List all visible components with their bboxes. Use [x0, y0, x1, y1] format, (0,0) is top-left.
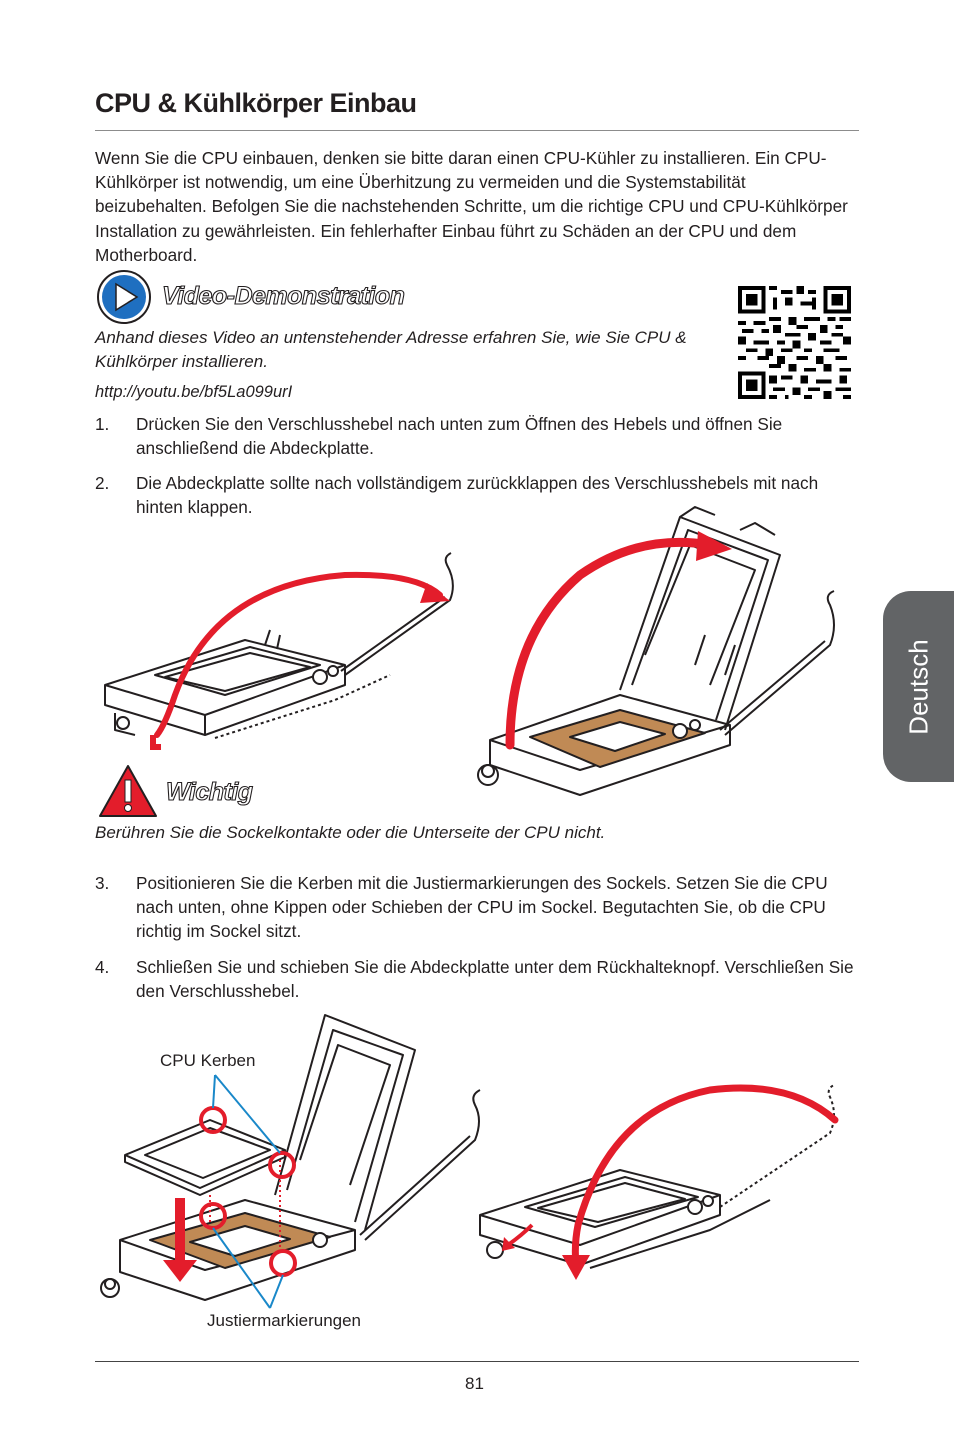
footer-divider — [95, 1361, 859, 1362]
warning-icon — [96, 762, 160, 822]
socket-close-illustration — [470, 1075, 860, 1295]
cpu-insertion-illustration — [95, 1010, 495, 1310]
step-number: 4. — [95, 957, 110, 977]
step-3 — [95, 871, 865, 944]
intro-paragraph: Wenn Sie die CPU einbauen, denken sie bitte daran einen CPU-Kühler zu installieren. Ein CPU-Kühlkörper ist notwendig, um eine Überhitzung zu vermeiden und die Systemstabilität beizubehalten. Befolgen Sie die nachstehenden Schritte, um die richtige CPU und CPU-Kühlkörper Installation zu gewährleisten. Ein fehlerhafter Einbau führt zu Schäden an der CPU und dem Motherboard. — [95, 148, 848, 265]
page-title: CPU & Kühlkörper Einbau — [95, 88, 417, 118]
page-number: 81 — [465, 1374, 484, 1393]
socket-lever-illustration — [95, 545, 485, 765]
video-description: Anhand dieses Video an untenstehender Adresse erfahren Sie, wie Sie CPU & Kühlkörper installieren. — [95, 328, 687, 371]
step-number: 2. — [95, 473, 110, 493]
step-text: Schließen Sie und schieben Sie die Abdeckplatte unter dem Rückhalteknopf. Verschließen Sie den Verschlusshebel. — [136, 957, 854, 1002]
step-text: Drücken Sie den Verschlusshebel nach unten zum Öffnen des Hebels und öffnen Sie anschließend die Abdeckplatte. — [136, 414, 783, 459]
step-1 — [95, 412, 865, 460]
video-heading: Video-Demonstration — [162, 282, 405, 310]
step-number: 1. — [95, 414, 110, 434]
video-url-link[interactable]: http://youtu.be/bf5La099urI — [95, 383, 293, 401]
warning-text: Berühren Sie die Sockelkontakte oder die Unterseite der CPU nicht. — [95, 823, 606, 842]
step-text: Positionieren Sie die Kerben mit die Justiermarkierungen des Sockels. Setzen Sie die CPU nach unten, ohne Kippen oder Schieben der CPU im Sockel. Begutachten Sie, ob die CPU richtig im Sockel sitzt. — [136, 873, 828, 942]
title-divider — [95, 130, 859, 131]
cpu-notches-label: CPU Kerben — [160, 1051, 256, 1070]
language-tab-label: Deutsch — [903, 638, 933, 735]
socket-cover-open-illustration — [470, 505, 870, 805]
warning-heading: Wichtig — [166, 778, 253, 806]
play-icon — [95, 268, 153, 326]
step-4 — [95, 955, 865, 1003]
step-text: Die Abdeckplatte sollte nach vollständigem zurückklappen des Verschlusshebels mit nach hinten klappen. — [136, 473, 819, 518]
language-tab — [883, 591, 954, 782]
qr-code-icon — [738, 286, 851, 399]
alignment-marks-label: Justiermarkierungen — [207, 1311, 362, 1330]
step-number: 3. — [95, 873, 110, 893]
